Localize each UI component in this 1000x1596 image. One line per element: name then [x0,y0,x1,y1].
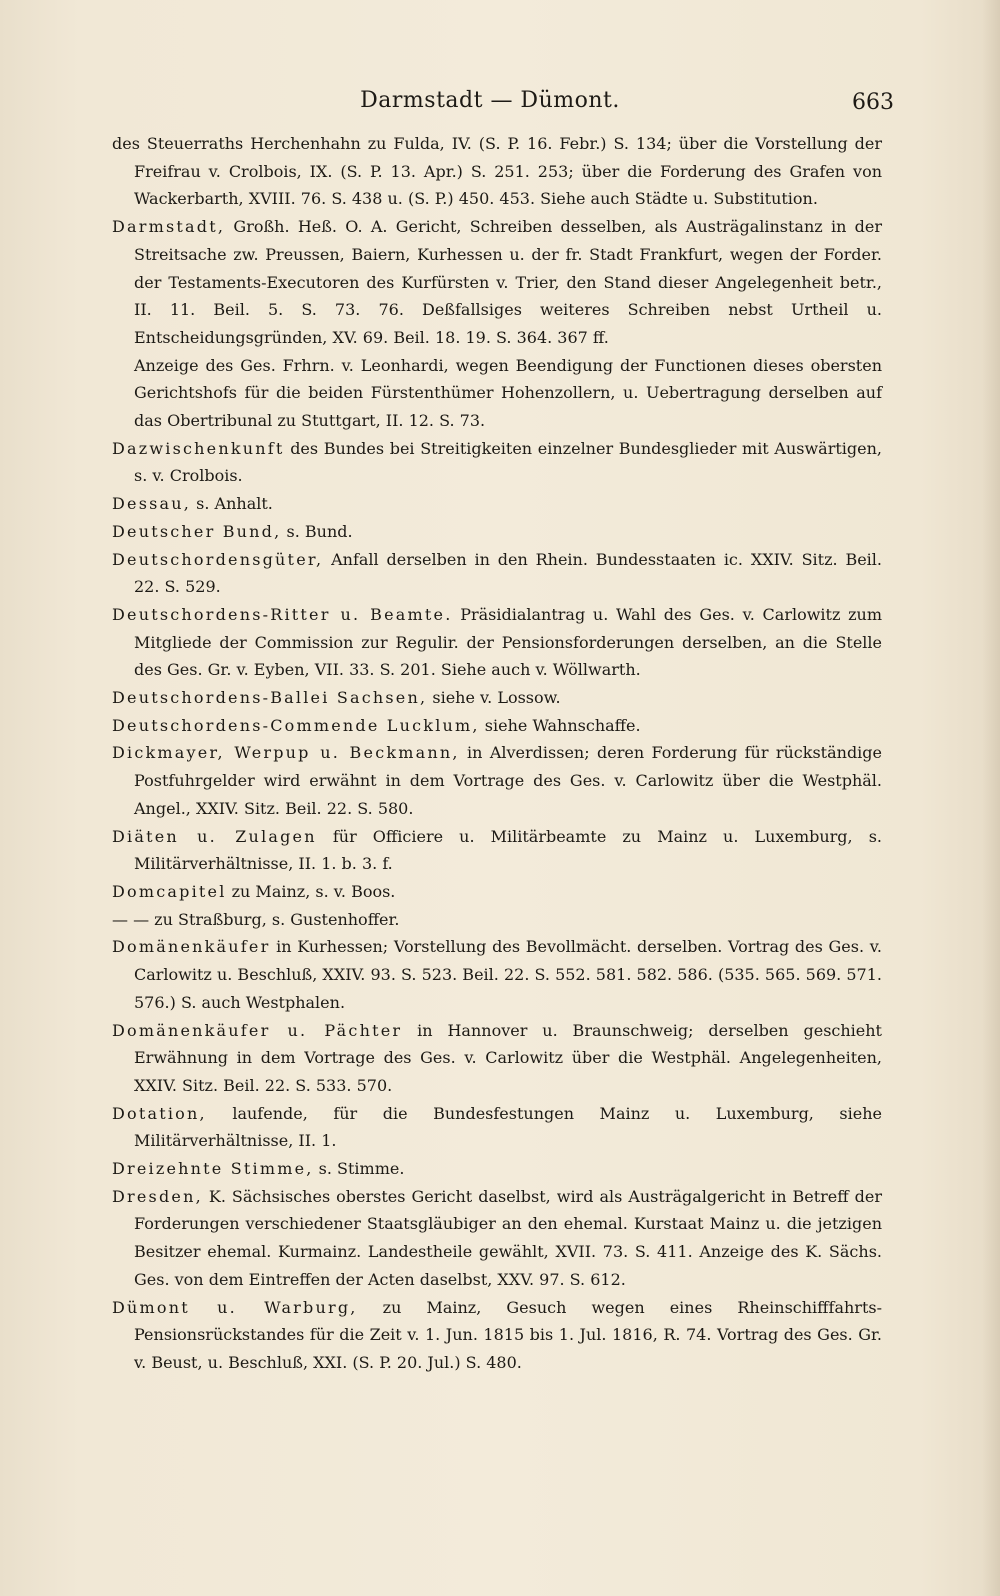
index-entry [112,1294,882,1377]
index-entry [112,1155,882,1183]
entry-text: in Hannover u. Braunschweig; derselben geschieht Erwähnung in dem Vortrage des Ges. v. Carlowitz über die Westphäl. Angelegenheiten, XXIV. Sitz. Beil. 22. S. 533. 570. [134,1020,882,1095]
index-entry [112,933,882,1016]
entry-keyword: Dotation, [112,1103,207,1123]
index-entry [112,1017,882,1100]
index-entry [112,213,882,352]
entry-text: in Alverdissen; deren Forderung für rückständige Postfuhrgelder wird erwähnt in dem Vortrage des Ges. v. Carlowitz über die Westphäl. Angel., XXIV. Sitz. Beil. 22. S. 580. [134,743,883,818]
index-entry [112,1100,882,1155]
entry-keyword: Domänenkäufer u. Pächter [112,1020,403,1040]
index-entry [112,546,882,601]
entry-keyword: Domcapitel [112,881,227,901]
index-entry [112,906,882,934]
entry-text: s. Bund. [286,521,353,541]
entry-keyword: Diäten u. Zulagen [112,826,317,846]
page-header [100,88,894,124]
entry-text: s. Stimme. [318,1159,405,1179]
entry-keyword: Dessau, [112,494,192,514]
entry-keyword: Domänenkäufer [112,937,271,957]
index-entry [112,739,882,822]
entry-text: zu Mainz, Gesuch wegen eines Rheinschifffahrts-Pensionsrückstandes für die Zeit v. 1. Jun. 1815 bis 1. Jul. 1816, R. 74. Vortrag des Ges. Gr. v. Beust, u. Beschluß, XXI. (S. P. 20. Jul.) S. 480. [134,1297,883,1372]
entry-keyword: Deutschordensgüter, [112,549,324,569]
entry-text: K. Sächsisches oberstes Gericht daselbst, wird als Austrägalgericht in Betreff der Forderungen verschiedener Staatsgläubiger an den ehemal. Kurstaat Mainz u. die jetzigen Besitzer ehemal. Kurmainz. Landestheile gewählt, XVII. 73. S. 411. Anzeige des K. Sächs. Ges. von dem Eintreffen der Acten daselbst, XXV. 97. S. 612. [134,1186,883,1289]
entry-text: für Officiere u. Militärbeamte zu Mainz u. Luxemburg, s. Militärverhältnisse, II. 1. b. 3. f. [134,826,883,874]
entry-keyword: Deutschordens-Commende Lucklum, [112,715,480,735]
index-entry [112,601,882,684]
entry-text: — — zu Straßburg, s. Gustenhoffer. [112,909,400,929]
index-entry [112,130,882,213]
index-entry [112,435,882,490]
running-title: Darmstadt — Dümont. [360,88,620,113]
entry-keyword: Dresden, [112,1186,203,1206]
index-entry [112,878,882,906]
entry-text: Anzeige des Ges. Frhrn. v. Leonhardi, wegen Beendigung der Functionen dieses obersten Gerichtshofs für die beiden Fürstenthümer Hohenzollern, u. Uebertragung derselben auf das Obertribunal zu Stuttgart, II. 12. S. 73. [134,355,882,431]
index-entry [112,712,882,740]
page-number: 663 [852,90,894,115]
entry-text: laufende, für die Bundesfestungen Mainz u. Luxemburg, siehe Militärverhältnisse, II. 1. [134,1103,882,1151]
entry-text: zu Mainz, s. v. Boos. [231,881,396,901]
entry-keyword: Deutschordens-Ritter u. Beamte. [112,604,453,624]
entry-keyword: Deutschordens-Ballei Sachsen, [112,688,428,708]
entry-text: siehe v. Lossow. [432,688,561,708]
index-entry [112,490,882,518]
entry-keyword: Dickmayer, Werpup u. Beckmann, [112,743,460,763]
entry-text: Großh. Heß. O. A. Gericht, Schreiben desselben, als Austrägalinstanz in der Streitsache zw. Preussen, Baiern, Kurhessen u. der fr. Stadt Frankfurt, wegen der Forder. der Testaments-Executoren des Kurfürsten v. Trier, den Stand dieser Angelegenheit betr., II. 11. Beil. 5. S. 73. 76. Deßfallsiges weiteres Schreiben nebst Urtheil u. Entscheidungsgründen, XV. 69. Beil. 18. 19. S. 364. 367 ff. [134,217,883,347]
entry-keyword: Dümont u. Warburg, [112,1297,358,1317]
entry-text: s. Anhalt. [196,494,273,514]
entry-text: Anfall derselben in den Rhein. Bundesstaaten ic. XXIV. Sitz. Beil. 22. S. 529. [134,549,882,597]
entry-text: siehe Wahnschaffe. [484,715,641,735]
entry-keyword: Dazwischenkunft [112,438,285,458]
entry-keyword: Deutscher Bund, [112,521,282,541]
index-entry [112,1183,882,1294]
index-subentry [112,352,882,435]
index-entries [112,130,882,1377]
index-entry [112,518,882,546]
entry-text: des Steuerraths Herchenhahn zu Fulda, IV. (S. P. 16. Febr.) S. 134; über die Vorstellung der Freifrau v. Crolbois, IX. (S. P. 13. Apr.) S. 251. 253; über die Forderung des Grafen von Wackerbarth, XVIII. 76. S. 438 u. (S. P.) 450. 453. Siehe auch Städte u. Substitution. [112,134,882,209]
entry-text: Präsidialantrag u. Wahl des Ges. v. Carlowitz zum Mitgliede der Commission zur Regulir. der Pensionsforderungen derselben, an die Stelle des Ges. Gr. v. Eyben, VII. 33. S. 201. Siehe auch v. Wöllwarth. [134,604,882,680]
entry-keyword: Dreizehnte Stimme, [112,1159,314,1179]
entry-text: in Kurhessen; Vorstellung des Bevollmächt. derselben. Vortrag des Ges. v. Carlowitz u. Beschluß, XXIV. 93. S. 523. Beil. 22. S. 552. 581. 582. 586. (535. 565. 569. 571. 576.) S. auch Westphalen. [134,937,882,1012]
index-entry [112,684,882,712]
entry-text: des Bundes bei Streitigkeiten einzelner Bundesglieder mit Auswärtigen, s. v. Crolbois. [134,438,883,486]
index-entry [112,823,882,878]
entry-keyword: Darmstadt, [112,217,226,237]
